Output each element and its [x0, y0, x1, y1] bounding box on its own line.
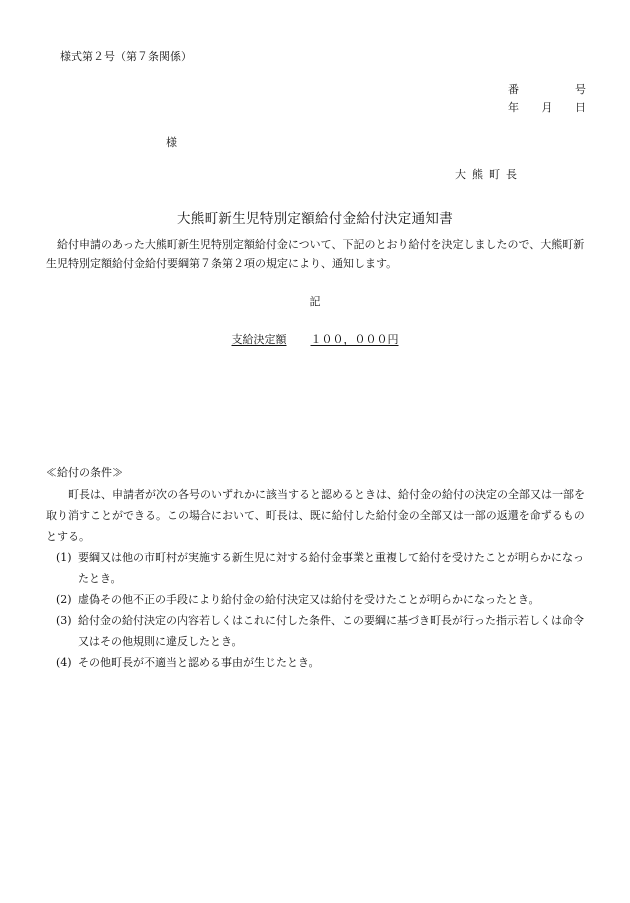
notice-paragraph: 給付申請のあった大熊町新生児特別定額給付金について、下記のとおり給付を決定しましたので、大熊町新生児特別定額給付金給付要綱第７条第２項の規定により、通知します。 — [46, 238, 585, 270]
issuer: 大熊町長 — [455, 168, 523, 181]
date-year: 年 — [508, 101, 519, 114]
amount-line — [0, 331, 630, 347]
condition-item — [46, 589, 586, 610]
condition-number: (3) — [56, 614, 72, 627]
notice-body — [46, 235, 586, 273]
date-day: 日 — [575, 101, 586, 114]
condition-text: 要綱又は他の市町村が実施する新生児に対する給付金事業と重複して給付を受けたことが明らかになったとき。 — [78, 551, 584, 585]
document-number-line — [508, 81, 586, 97]
condition-text: 給付金の給付決定の内容若しくはこれに付した条件、この要綱に基づき町長が行った指示若しくは命令又はその他規則に違反したとき。 — [78, 614, 584, 648]
amount-value: １００，０００円 — [310, 333, 399, 346]
number-kanji-go: 号 — [575, 83, 586, 96]
number-kanji-ban: 番 — [508, 83, 519, 96]
condition-item — [46, 610, 586, 652]
ki-marker: 記 — [309, 295, 321, 308]
conditions-intro: 町長は、申請者が次の各号のいずれかに該当すると認めるときは、給付金の給付の決定の全部又は一部を取り消すことができる。この場合において、町長は、既に給付した給付金の全部又は一部の返還を命ずるものとする。 — [46, 488, 585, 543]
condition-text: その他町長が不適当と認める事由が生じたとき。 — [78, 656, 320, 669]
addressee-suffix: 様 — [166, 136, 177, 149]
amount-label: 支給決定額 — [231, 333, 287, 346]
condition-item — [46, 652, 586, 673]
condition-text: 虚偽その他不正の手段により給付金の給付決定又は給付を受けたことが明らかになったとき。 — [78, 593, 540, 606]
condition-number: (4) — [56, 656, 72, 669]
conditions-block — [46, 484, 586, 673]
form-number: 様式第２号（第７条関係） — [60, 50, 192, 63]
condition-number: (1) — [56, 551, 72, 564]
document-title: 大熊町新生児特別定額給付金給付決定通知書 — [177, 211, 453, 227]
condition-item — [46, 547, 586, 589]
date-month: 月 — [541, 101, 553, 114]
condition-number: (2) — [56, 593, 72, 606]
date-line — [508, 99, 586, 115]
conditions-heading: ≪給付の条件≫ — [46, 466, 123, 479]
